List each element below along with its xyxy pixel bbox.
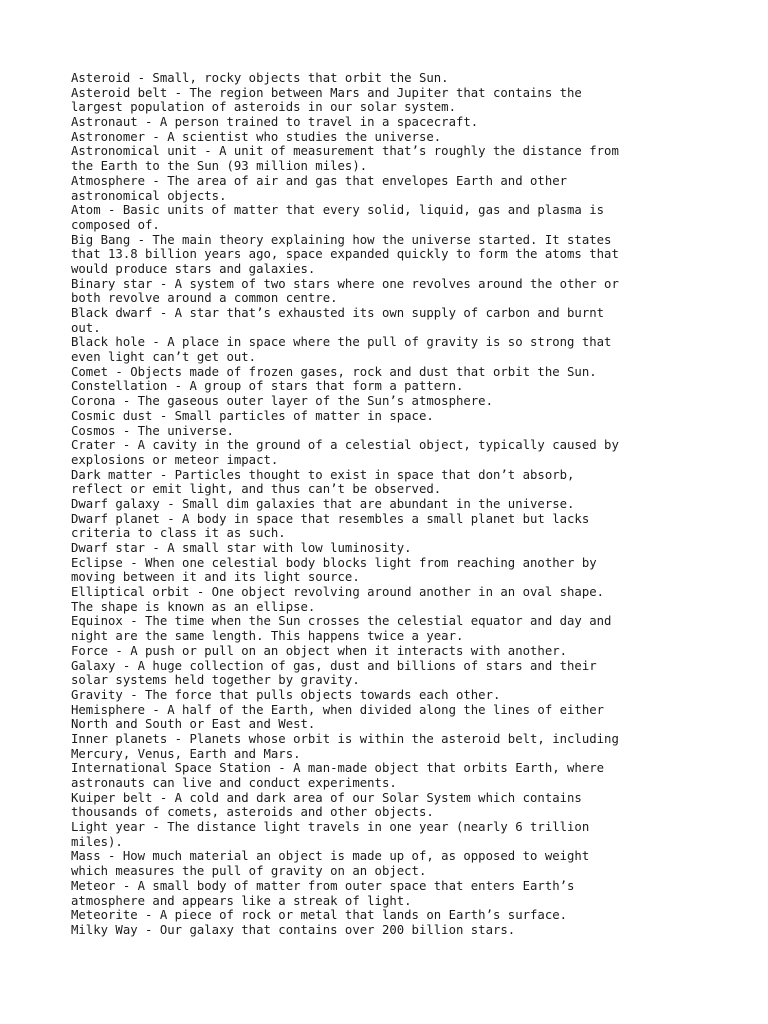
glossary-line: composed of. [71,217,160,232]
glossary-line: Crater - A cavity in the ground of a celestial object, typically caused by [71,438,619,453]
glossary-line: International Space Station - A man-made object that orbits Earth, where [71,761,605,776]
glossary-line: Cosmic dust - Small particles of matter in space. [71,408,434,423]
glossary-line: Atom - Basic units of matter that every solid, liquid, gas and plasma is [71,203,605,218]
glossary-line: would produce stars and galaxies. [71,261,316,276]
glossary-line: The shape is known as an ellipse. [71,599,316,614]
glossary-line: Kuiper belt - A cold and dark area of our Solar System which contains [71,790,582,805]
glossary-line: Milky Way - Our galaxy that contains over 200 billion stars. [71,922,516,937]
glossary-line: Binary star - A system of two stars where one revolves around the other or [71,276,619,291]
glossary-line: even light can’t get out. [71,350,257,365]
glossary-line: Black dwarf - A star that’s exhausted its own supply of carbon and burnt [71,306,605,320]
glossary-line: Mass - How much material an object is made up of, as opposed to weight [71,849,590,864]
glossary-line: Force - A push or pull on an object when it interacts with another. [71,643,568,658]
glossary-line: North and South or East and West. [71,717,316,732]
glossary-text [71,71,701,938]
glossary-line: out. [71,320,101,335]
glossary-line: Astronomer - A scientist who studies the universe. [71,129,442,144]
glossary-line: Dwarf planet - A body in space that resembles a small planet but lacks [71,511,590,526]
glossary-line: Inner planets - Planets whose orbit is within the asteroid belt, including [71,731,619,746]
glossary-line: moving between it and its light source. [71,570,360,585]
glossary-line: Comet - Objects made of frozen gases, rock and dust that orbit the Sun. [71,364,597,379]
glossary-line: Asteroid - Small, rocky objects that orbit the Sun. [71,71,449,85]
glossary-line: thousands of comets, asteroids and other objects. [71,805,434,820]
glossary-line: atmosphere and appears like a streak of light. [71,893,412,908]
glossary-line: Meteor - A small body of matter from outer space that enters Earth’s [71,878,575,893]
glossary-line: Equinox - The time when the Sun crosses the celestial equator and day and [71,614,612,629]
glossary-line: Atmosphere - The area of air and gas that envelopes Earth and other [71,173,568,188]
glossary-line: criteria to class it as such. [71,526,286,541]
glossary-line: Galaxy - A huge collection of gas, dust and billions of stars and their [71,658,597,673]
glossary-line: both revolve around a common centre. [71,291,338,306]
glossary-line: explosions or meteor impact. [71,452,279,467]
glossary-line: Black hole - A place in space where the pull of gravity is so strong that [71,335,612,350]
glossary-line: Gravity - The force that pulls objects towards each other. [71,687,501,702]
glossary-line: that 13.8 billion years ago, space expanded quickly to form the atoms that [71,247,619,262]
glossary-line: Dark matter - Particles thought to exist in space that don’t absorb, [71,467,575,482]
glossary-line: Mercury, Venus, Earth and Mars. [71,746,301,761]
glossary-line: Meteorite - A piece of rock or metal that lands on Earth’s surface. [71,908,568,923]
glossary-line: reflect or emit light, and thus can’t be observed. [71,482,442,497]
glossary-line: Cosmos - The universe. [71,423,234,438]
glossary-line: Eclipse - When one celestial body blocks light from reaching another by [71,555,597,570]
glossary-line: astronomical objects. [71,188,227,203]
glossary-line: Astronaut - A person trained to travel in a spacecraft. [71,115,479,130]
glossary-line: Elliptical orbit - One object revolving around another in an oval shape. [71,585,605,600]
glossary-line: Hemisphere - A half of the Earth, when divided along the lines of either [71,702,605,717]
glossary-line: Constellation - A group of stars that form a pattern. [71,379,464,394]
glossary-line: largest population of asteroids in our solar system. [71,100,456,115]
glossary-line: the Earth to the Sun (93 million miles). [71,159,368,174]
glossary-line: Dwarf star - A small star with low luminosity. [71,541,412,555]
glossary-line: Big Bang - The main theory explaining how the universe started. It states [71,232,612,247]
glossary-line: miles). [71,834,123,849]
glossary-line: which measures the pull of gravity on an object. [71,864,427,879]
glossary-line: Dwarf galaxy - Small dim galaxies that are abundant in the universe. [71,496,575,511]
glossary-line: Asteroid belt - The region between Mars and Jupiter that contains the [71,85,582,100]
glossary-line: solar systems held together by gravity. [71,673,360,688]
glossary-line: Corona - The gaseous outer layer of the Sun’s atmosphere. [71,394,493,409]
glossary-line: Astronomical unit - A unit of measurement that’s roughly the distance from [71,144,619,159]
glossary-line: Light year - The distance light travels in one year (nearly 6 trillion [71,820,590,835]
glossary-line: night are the same length. This happens twice a year. [71,629,464,644]
glossary-line: astronauts can live and conduct experiments. [71,776,397,790]
